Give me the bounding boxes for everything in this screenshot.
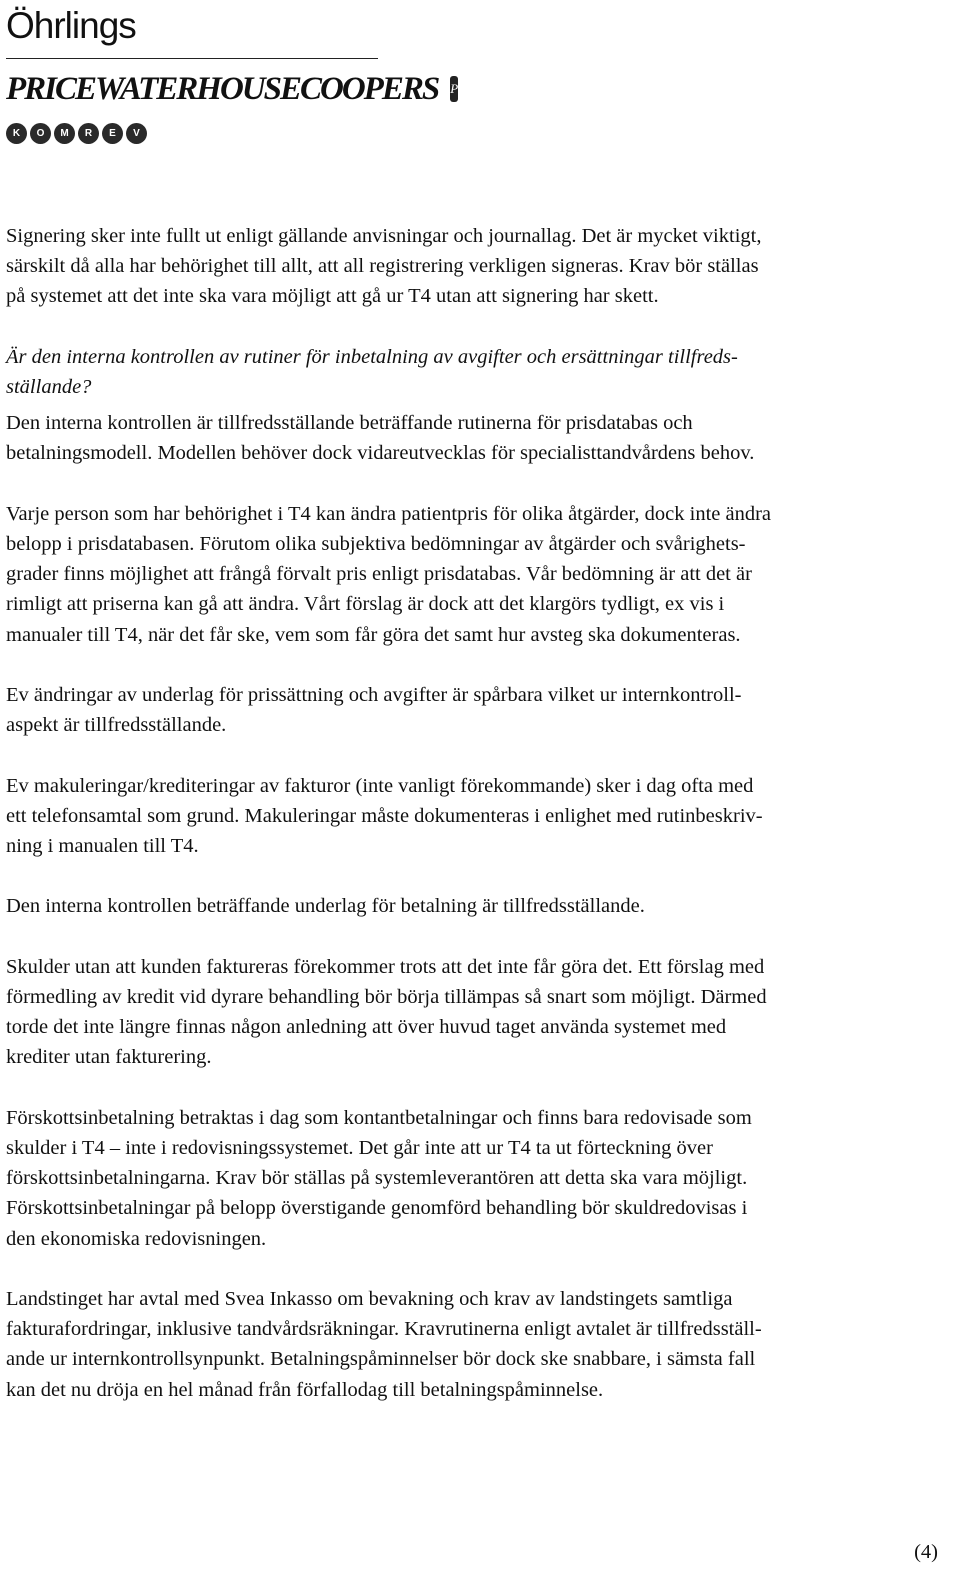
body-paragraph: [6, 952, 946, 1073]
document-body: [6, 221, 946, 1435]
text-line: Är den interna kontrollen av rutiner för inbetalning av avgifter och ersättningar tillfreds-: [6, 345, 738, 368]
body-paragraph: [6, 221, 946, 312]
text-line: fakturafordringar, inklusive tandvårdsräkningar. Kravrutinerna enligt avtalet är tillfredsställ-: [6, 1318, 762, 1341]
text-line: grader finns möjlighet att frångå förvalt pris enligt prisdatabas. Vår bedömning är att det är: [6, 563, 752, 586]
question-heading: [6, 342, 946, 402]
text-line: Ev makuleringar/krediteringar av fakturor (inte vanligt förekommande) sker i dag ofta med: [6, 774, 754, 797]
text-line: förskottsinbetalningarna. Krav bör ställas på systemleverantören att detta ska vara möjligt.: [6, 1167, 748, 1190]
text-line: Skulder utan att kunden faktureras förekommer trots att det inte får göra det. Ett förslag med: [6, 955, 765, 978]
text-line: belopp i prisdatabasen. Förutom olika subjektiva bedömningar av åtgärder och svårighets-: [6, 533, 746, 555]
komrev-logo: [6, 123, 378, 144]
text-line: manualer till T4, när det får ske, vem som får göra det samt hur avsteg ska dokumenteras.: [6, 623, 741, 646]
text-line: Varje person som har behörighet i T4 kan ändra patientpris för olika åtgärder, dock inte ändra: [6, 502, 772, 525]
text-line: ning i manualen till T4.: [6, 835, 199, 857]
text-line: rimligt att priserna kan gå att ändra. Vårt förslag är dock att det klargörs tydligt, ex vis i: [6, 593, 725, 616]
text-line: ett telefonsamtal som grund. Makuleringar måste dokumenteras i enlighet med rutinbeskriv-: [6, 804, 763, 827]
brand-ohrlings: Öhrlings: [6, 5, 136, 46]
body-paragraph: [6, 499, 946, 650]
text-line: på systemet att det inte ska vara möjligt att gå ur T4 utan att signering har skett.: [6, 285, 659, 308]
text-line: torde det inte längre finnas någon anledning att över huvud taget använda systemet med: [6, 1016, 727, 1039]
body-paragraph: [6, 771, 946, 862]
komrev-letter: M: [54, 123, 75, 144]
text-line: krediter utan fakturering.: [6, 1046, 212, 1069]
text-line: Förskottsinbetalning betraktas i dag som kontantbetalningar och finns bara redovisade som: [6, 1106, 752, 1129]
text-line: ställande?: [6, 376, 92, 398]
text-line: skulder i T4 – inte i redovisningssystemet. Det går inte att ur T4 ta ut förteckning över: [6, 1136, 713, 1159]
text-line: ande ur internkontrollsynpunkt. Betalningspåminnelser bör dock ske snabbare, i sämsta fall: [6, 1348, 756, 1371]
page-number: (4): [914, 1541, 938, 1563]
brand-pwc-wordmark: PRICEWATERHOUSECOOPERS: [6, 71, 439, 107]
text-line: aspekt är tillfredsställande.: [6, 714, 227, 737]
komrev-letter: E: [102, 123, 123, 144]
body-paragraph: [6, 680, 946, 740]
text-line: Den interna kontrollen är tillfredsställande beträffande rutinerna för prisdatabas och: [6, 412, 693, 435]
letterhead: [6, 4, 459, 144]
komrev-letter: V: [126, 123, 147, 144]
text-line: Signering sker inte fullt ut enligt gällande anvisningar och journallag. Det är mycket viktigt,: [6, 225, 762, 247]
komrev-letter: R: [78, 123, 99, 144]
komrev-letter: K: [6, 123, 27, 144]
text-line: särskilt då alla har behörighet till allt, att all registrering verkligen signeras. Krav bör ställas: [6, 255, 759, 278]
brand-pwc: [6, 69, 459, 109]
brand-divider: [6, 58, 378, 59]
text-line: Landstinget har avtal med Svea Inkasso om bevakning och krav av landstingets samtliga: [6, 1287, 733, 1310]
body-paragraph: [6, 408, 946, 468]
body-paragraph: [6, 1284, 946, 1405]
text-line: den ekonomiska redovisningen.: [6, 1227, 267, 1250]
body-paragraph: [6, 1103, 946, 1254]
body-paragraph: [6, 891, 946, 921]
komrev-letter: O: [30, 123, 51, 144]
brand-seal-icon: P: [450, 76, 458, 102]
text-line: förmedling av kredit vid dyrare behandling bör börja tillämpas så snart som möjligt. Därmed: [6, 985, 767, 1008]
text-line: Den interna kontrollen beträffande underlag för betalning är tillfredsställande.: [6, 895, 645, 918]
text-line: kan det nu dröja en hel månad från förfallodag till betalningspåminnelse.: [6, 1378, 604, 1401]
text-line: betalningsmodell. Modellen behöver dock vidareutvecklas för specialisttandvårdens behov.: [6, 442, 755, 465]
text-line: Ev ändringar av underlag för prissättning och avgifter är spårbara vilket ur internkontroll-: [6, 684, 742, 706]
text-line: Förskottsinbetalningar på belopp överstigande genomförd behandling bör skuldredovisas i: [6, 1197, 748, 1220]
